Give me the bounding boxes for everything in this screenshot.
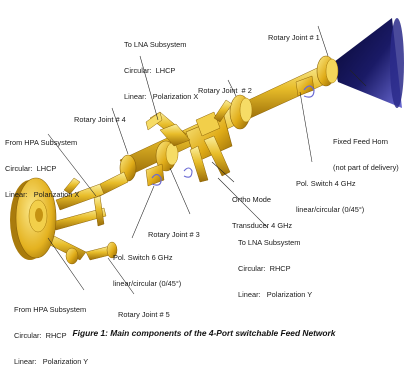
label-fixed-feed-horn: Fixed Feed Horn (not part of delivery) (333, 137, 399, 172)
label-from-hpa-lhcp: From HPA Subsystem Circular: LHCP Linear: Polarization X (5, 138, 80, 199)
label-rotary-joint-2: Rotary Joint # 2 (198, 86, 252, 96)
label-to-lna-rhcp: To LNA Subsystem Circular: RHCP Linear: Polarization Y (238, 238, 313, 299)
figure-caption: Figure 1: Main components of the 4-Port switchable Feed Network (72, 328, 336, 338)
label-to-lna-lhcp: To LNA Subsystem Circular: LHCP Linear: Polarization X (124, 40, 199, 101)
label-rotary-joint-5: Rotary Joint # 5 (118, 310, 170, 320)
label-rotary-joint-3: Rotary Joint # 3 (148, 230, 200, 240)
label-pol-switch-4ghz: Pol. Switch 4 GHz linear/circular (0/45°) (296, 179, 365, 214)
label-ortho-mode-transducer: Ortho Mode Transducer 4 GHz (232, 195, 293, 230)
label-rotary-joint-4: Rotary Joint # 4 (74, 115, 126, 125)
label-from-hpa-rhcp: From HPA Subsystem Circular: RHCP Linear: Polarization Y (14, 305, 89, 366)
rotary-joint-1 (317, 56, 338, 86)
label-rotary-joint-1: Rotary Joint # 1 (268, 33, 320, 43)
feed-horn (334, 18, 404, 108)
label-pol-switch-6ghz: Pol. Switch 6 GHz linear/circular (0/45°) (113, 253, 182, 288)
